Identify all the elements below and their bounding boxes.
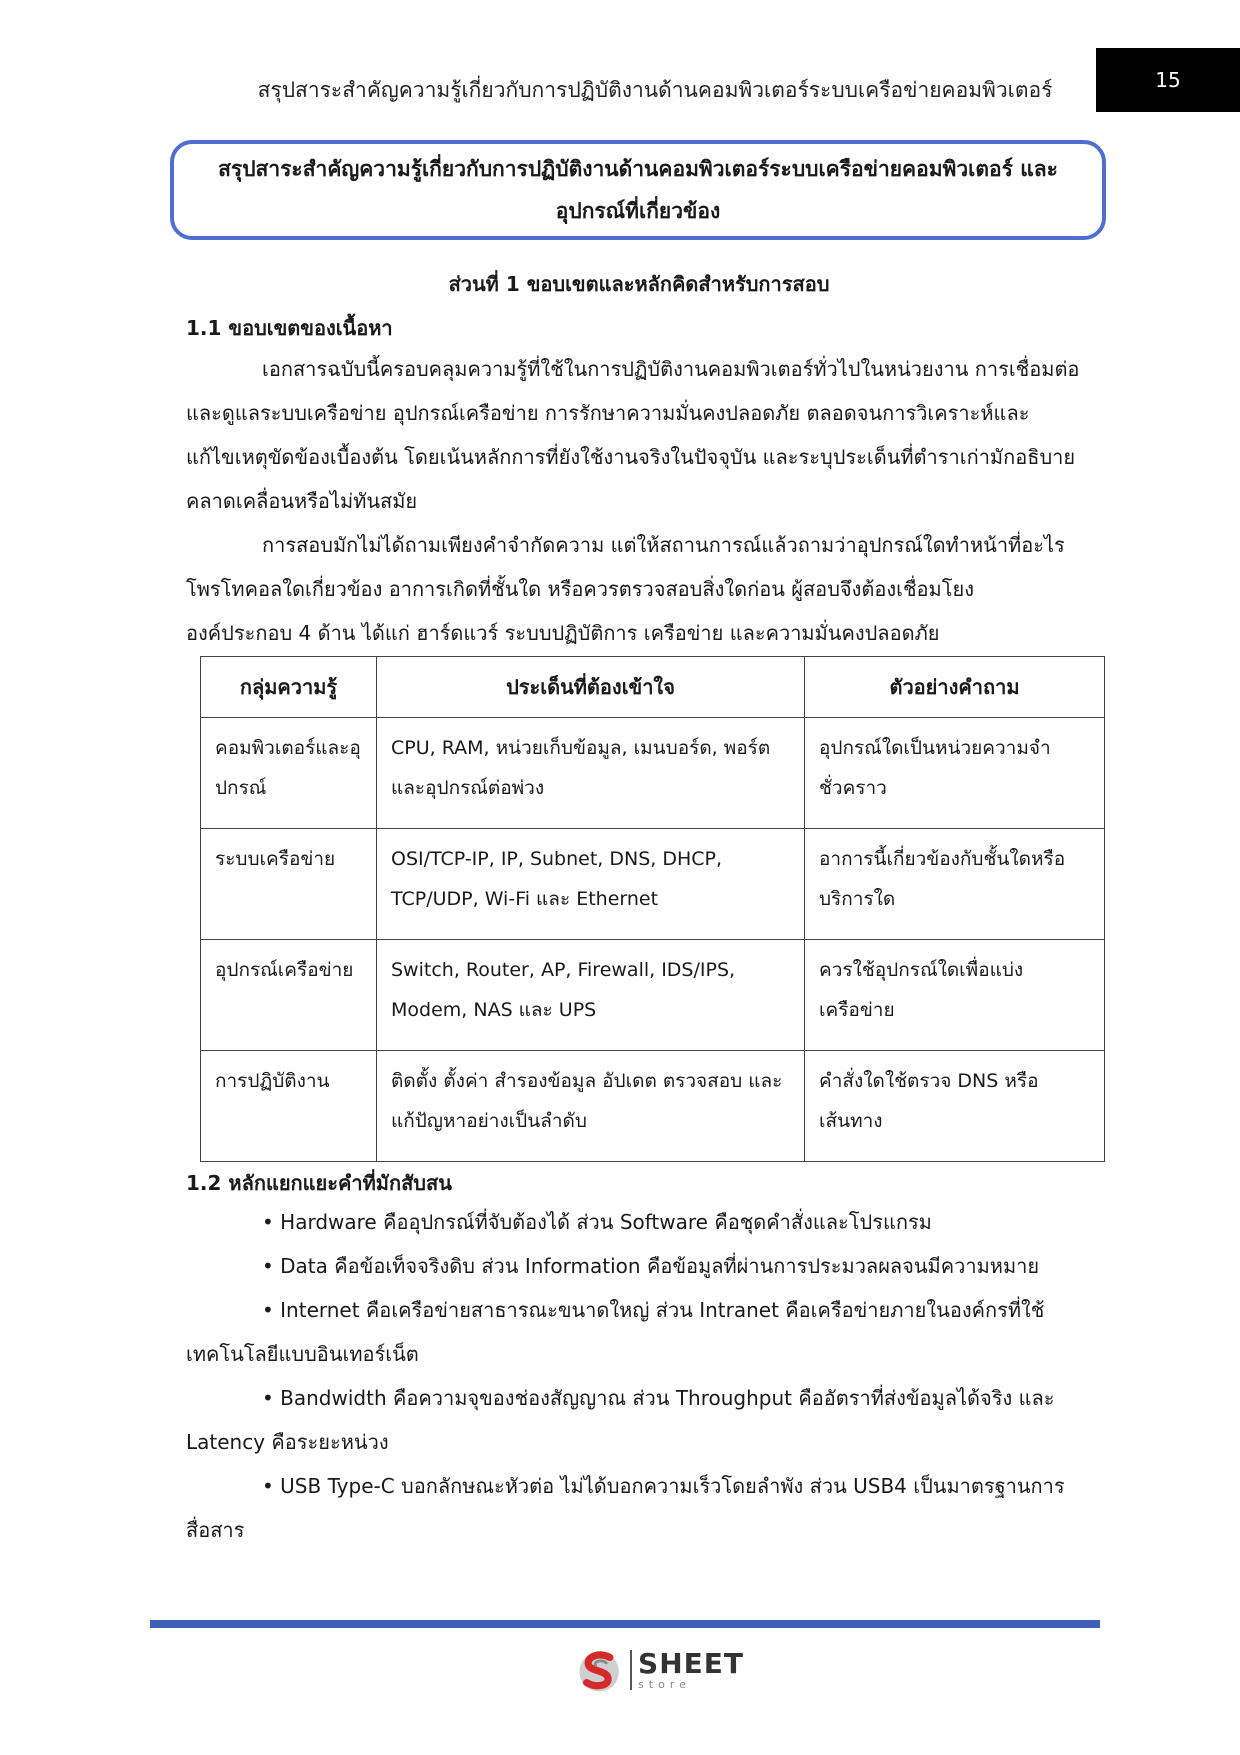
table-cell-example: ควรใช้อุปกรณ์ใดเพื่อแบ่ง เครือข่าย <box>805 940 1105 1051</box>
header-title: สรุปสาระสำคัญความรู้เกี่ยวกับการปฏิบัติงานด้านคอมพิวเตอร์ระบบเครือข่ายคอมพิวเตอร์ <box>257 78 1053 102</box>
paragraph-exam <box>186 523 1092 655</box>
knowledge-table <box>200 656 1105 1162</box>
document-title-line-2: อุปกรณ์ที่เกี่ยวข้อง <box>555 199 721 223</box>
confusing-terms-list <box>186 1200 1092 1552</box>
paragraph-line: แก้ไขเหตุขัดข้องเบื้องต้น โดยเน้นหลักการที่ยังใช้งานจริงในปัจจุบัน และระบุประเด็นที่ตำราเก่ามักอธิบาย <box>186 445 1076 469</box>
page-number: 15 <box>1096 48 1240 112</box>
table-cell-topics: OSI/TCP-IP, IP, Subnet, DNS, DHCP, TCP/UDP, Wi-Fi และ Ethernet <box>377 829 805 940</box>
table-header-row <box>201 657 1105 718</box>
paragraph-scope <box>186 347 1092 523</box>
logo-subtext: store <box>638 1678 691 1691</box>
subsection-heading-1-1: 1.1 ขอบเขตของเนื้อหา <box>186 316 393 340</box>
table-header-cell: ประเด็นที่ต้องเข้าใจ <box>377 657 805 718</box>
list-item: • Bandwidth คือความจุของช่องสัญญาณ ส่วน Throughput คืออัตราที่ส่งข้อมูลได้จริง และ Latency คือระยะหน่วง <box>186 1386 1055 1454</box>
subsection-heading-1-2: 1.2 หลักแยกแยะคำที่มักสับสน <box>186 1171 452 1195</box>
list-item: • Hardware คืออุปกรณ์ที่จับต้องได้ ส่วน Software คือชุดคำสั่งและโปรแกรม <box>262 1210 932 1234</box>
paragraph-line: คลาดเคลื่อนหรือไม่ทันสมัย <box>186 489 418 513</box>
table-row <box>201 1051 1105 1162</box>
table-header-cell: ตัวอย่างคำถาม <box>805 657 1105 718</box>
table-cell-group: คอมพิวเตอร์และอุ ปกรณ์ <box>201 718 377 829</box>
table-cell-example: อุปกรณ์ใดเป็นหน่วยความจำ ชั่วคราว <box>805 718 1105 829</box>
table-cell-group: การปฏิบัติงาน <box>201 1051 377 1162</box>
table-row <box>201 940 1105 1051</box>
table-row <box>201 718 1105 829</box>
table-cell-topics: ติดตั้ง ตั้งค่า สำรองข้อมูล อัปเดต ตรวจสอบ และ แก้ปัญหาอย่างเป็นลำดับ <box>377 1051 805 1162</box>
paragraph-line: เอกสารฉบับนี้ครอบคลุมความรู้ที่ใช้ในการปฏิบัติงานคอมพิวเตอร์ทั่วไปในหน่วยงาน การเชื่อมต่อ <box>262 357 1080 381</box>
section-heading: ส่วนที่ 1 ขอบเขตและหลักคิดสำหรับการสอบ <box>448 272 830 296</box>
table-cell-example: อาการนี้เกี่ยวข้องกับชั้นใดหรือ บริการใด <box>805 829 1105 940</box>
paragraph-line: โพรโทคอลใดเกี่ยวข้อง อาการเกิดที่ชั้นใด หรือควรตรวจสอบสิ่งใดก่อน ผู้สอบจึงต้องเชื่อมโยง <box>186 577 974 601</box>
document-title-line-1: สรุปสาระสำคัญความรู้เกี่ยวกับการปฏิบัติงานด้านคอมพิวเตอร์ระบบเครือข่ายคอมพิวเตอร์ และ <box>218 157 1058 181</box>
logo-separator <box>630 1650 632 1690</box>
table-row <box>201 829 1105 940</box>
document-title-box <box>170 140 1106 240</box>
table-cell-example: คำสั่งใดใช้ตรวจ DNS หรือ เส้นทาง <box>805 1051 1105 1162</box>
paragraph-line: และดูแลระบบเครือข่าย อุปกรณ์เครือข่าย การรักษาความมั่นคงปลอดภัย ตลอดจนการวิเคราะห์และ <box>186 401 1030 425</box>
table-header-cell: กลุ่มความรู้ <box>201 657 377 718</box>
table-cell-group: อุปกรณ์เครือข่าย <box>201 940 377 1051</box>
table-cell-group: ระบบเครือข่าย <box>201 829 377 940</box>
list-item: • USB Type-C บอกลักษณะหัวต่อ ไม่ได้บอกความเร็วโดยลำพัง ส่วน USB4 เป็นมาตรฐานการ สื่อสาร <box>186 1474 1065 1542</box>
list-item: • Data คือข้อเท็จจริงดิบ ส่วน Information คือข้อมูลที่ผ่านการประมวลผลจนมีความหมาย <box>262 1254 1040 1278</box>
footer-logo <box>574 1640 744 1700</box>
logo-wordmark: SHEET <box>638 1647 744 1680</box>
table-cell-topics: Switch, Router, AP, Firewall, IDS/IPS, Modem, NAS และ UPS <box>377 940 805 1051</box>
sheet-store-logo-icon <box>574 1642 624 1698</box>
paragraph-line: องค์ประกอบ 4 ด้าน ได้แก่ ฮาร์ดแวร์ ระบบปฏิบัติการ เครือข่าย และความมั่นคงปลอดภัย <box>186 621 940 645</box>
list-item: • Internet คือเครือข่ายสาธารณะขนาดใหญ่ ส่วน Intranet คือเครือข่ายภายในองค์กรที่ใช้ เทคโนโลยีแบบอินเทอร์เน็ต <box>186 1298 1045 1366</box>
table-cell-topics: CPU, RAM, หน่วยเก็บข้อมูล, เมนบอร์ด, พอร์ต และอุปกรณ์ต่อพ่วง <box>377 718 805 829</box>
paragraph-line: การสอบมักไม่ได้ถามเพียงคำจำกัดความ แต่ให้สถานการณ์แล้วถามว่าอุปกรณ์ใดทำหน้าที่อะไร <box>262 533 1065 557</box>
footer-rule <box>150 1620 1100 1628</box>
